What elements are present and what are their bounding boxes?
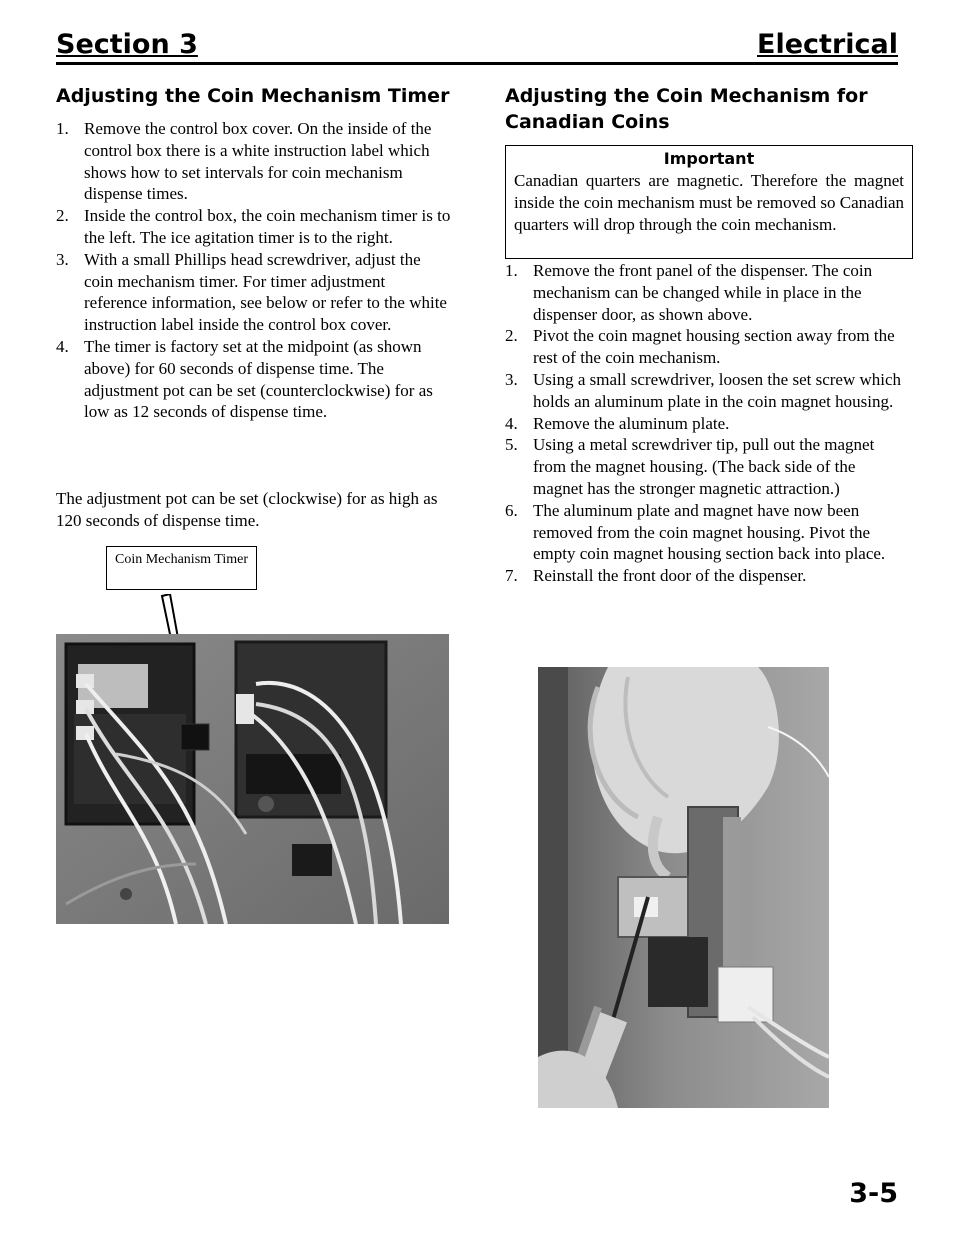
left-heading: Adjusting the Coin Mechanism Timer: [56, 85, 450, 107]
right-heading: Adjusting the Coin Mechanism for Canadian Coins: [505, 85, 868, 133]
step-text: With a small Phillips head screwdriver, adjust the coin mechanism timer. For timer adjustment reference information, see below or refer to the white instruction label inside the control box cover.: [84, 249, 447, 335]
step-text: The timer is factory set at the midpoint (as shown above) for 60 seconds of dispense time. The adjustment pot can be set (counterclockwise) for as low as 12 seconds of dispense time.: [84, 336, 433, 422]
canadian-steps-list: [505, 260, 905, 587]
step-number: 7.: [505, 566, 518, 586]
important-text: Canadian quarters are magnetic. Therefore the magnet inside the coin mechanism must be removed so Canadian quarters will drop through the coin mechanism.: [514, 171, 904, 234]
list-item: [505, 565, 905, 587]
important-box: [505, 145, 913, 259]
step-text: Remove the control box cover. On the inside of the control box there is a white instruction label which shows how to set intervals for coin mechanism dispense times.: [84, 119, 432, 204]
step-number: 5.: [505, 435, 518, 455]
coin-magnet-photo: [538, 667, 829, 1108]
step-text: Inside the control box, the coin mechanism timer is to the left. The ice agitation timer is to the right.: [84, 206, 451, 247]
list-item: [505, 369, 905, 413]
step-number: 2.: [505, 326, 518, 346]
list-item: [505, 434, 905, 499]
adjustment-note: The adjustment pot can be set (clockwise) for as high as 120 seconds of dispense time.: [56, 489, 438, 530]
step-text: Remove the front panel of the dispenser. The coin mechanism can be changed while in place in the dispenser door, as shown above.: [533, 261, 873, 324]
list-item: [56, 118, 452, 205]
step-number: 1.: [56, 119, 69, 138]
list-item: [56, 205, 452, 249]
step-number: 3.: [56, 249, 69, 269]
step-number: 6.: [505, 500, 518, 520]
list-item: [505, 413, 905, 435]
list-item: [56, 336, 452, 423]
step-number: 4.: [505, 413, 518, 433]
list-item: [56, 249, 452, 336]
list-item: [505, 500, 905, 565]
page-header: [56, 28, 898, 65]
control-box-photo: [56, 634, 449, 924]
step-text: Reinstall the front door of the dispenser.: [533, 566, 807, 586]
list-item: [505, 260, 905, 325]
coin-mechanism-timer-callout: Coin Mechanism Timer: [106, 546, 257, 590]
step-text: The aluminum plate and magnet have now been removed from the coin magnet housing. Pivot the empty coin magnet housing section back into place.: [533, 500, 886, 564]
step-text: Using a metal screwdriver tip, pull out the magnet from the magnet housing. (The back side of the magnet has the stronger magnetic attraction.): [533, 435, 875, 498]
page-number: 3-5: [849, 1178, 898, 1209]
step-number: 1.: [505, 261, 518, 280]
step-number: 4.: [56, 336, 69, 356]
important-title: Important: [663, 149, 755, 168]
step-number: 3.: [505, 369, 518, 389]
step-number: 2.: [56, 206, 69, 226]
list-item: [505, 325, 905, 369]
step-text: Using a small screwdriver, loosen the set screw which holds an aluminum plate in the coin magnet housing.: [533, 369, 902, 411]
step-text: Remove the aluminum plate.: [533, 413, 730, 433]
section-title: Electrical: [757, 29, 898, 60]
section-label: Section 3: [56, 29, 198, 60]
step-text: Pivot the coin magnet housing section away from the rest of the coin mechanism.: [533, 326, 895, 368]
timer-steps-list: [56, 118, 452, 423]
